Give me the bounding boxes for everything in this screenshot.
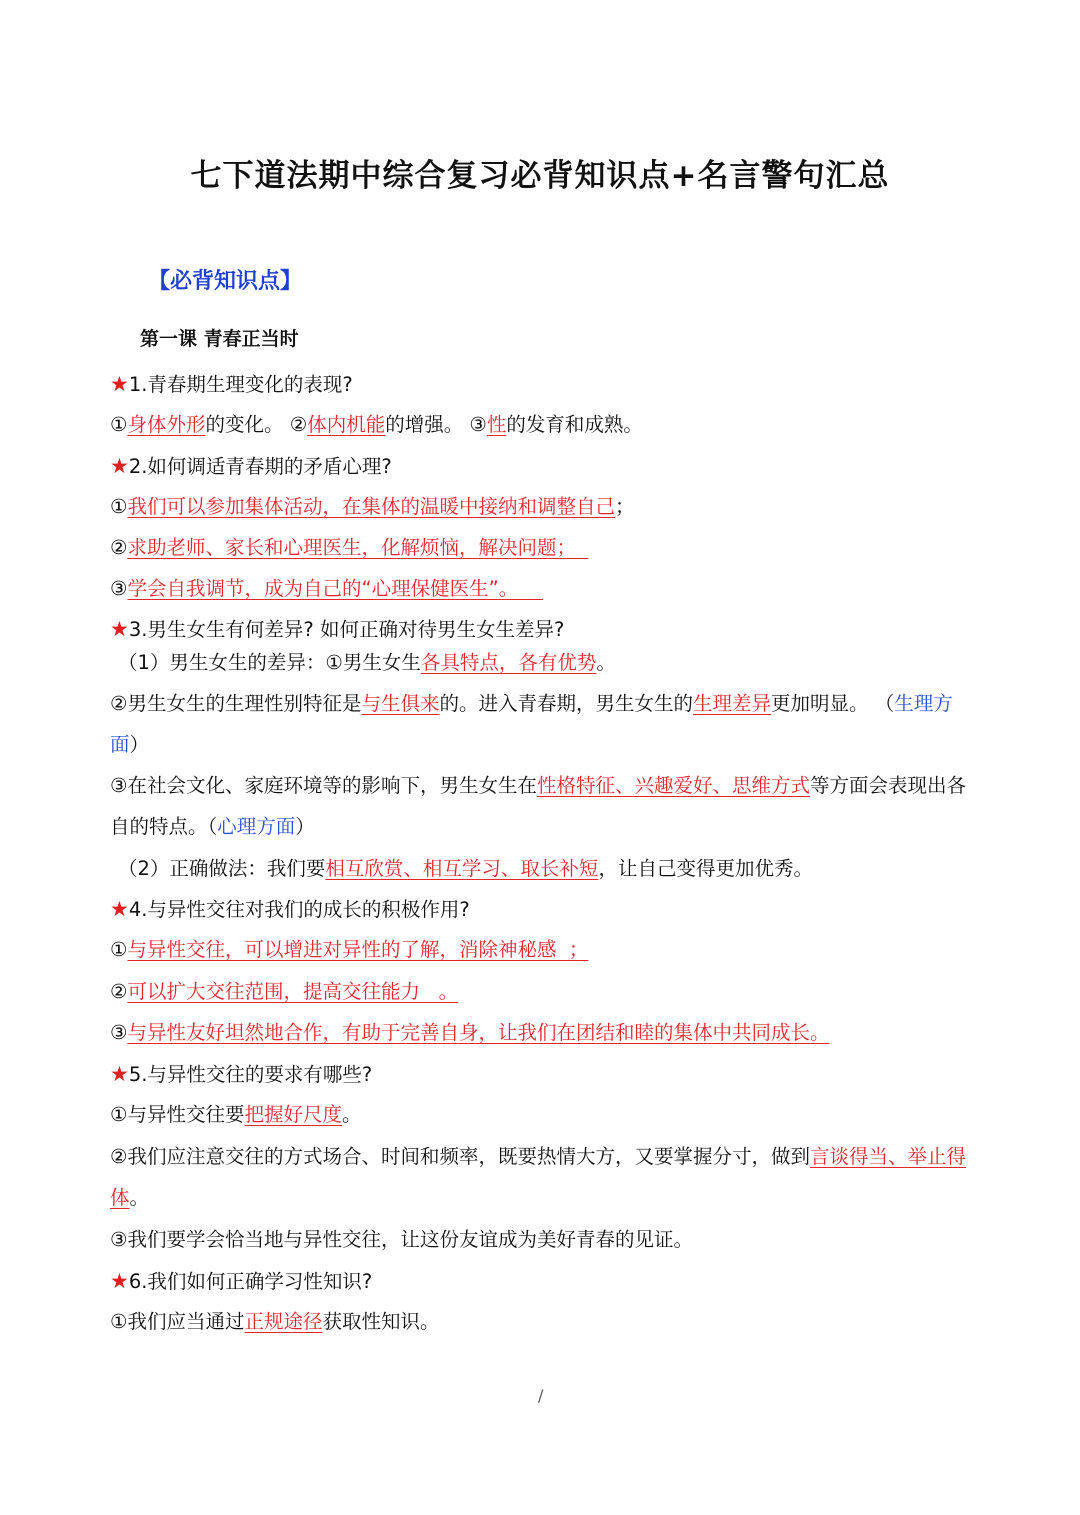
question-text: 2.如何调适青春期的矛盾心理? xyxy=(128,455,392,478)
answer-text: ① xyxy=(110,938,128,961)
key-point: 体内机能 xyxy=(307,413,386,436)
category-note: 生理方面 xyxy=(110,692,953,756)
answer-line xyxy=(110,1226,990,1254)
answer-line xyxy=(118,855,998,883)
question-text: 4.与异性交往对我们的成长的积极作用? xyxy=(128,898,470,921)
answer-text: ③ xyxy=(110,1021,128,1044)
answer-text: 的增强。 ③ xyxy=(385,413,487,436)
answer-text: 等方面会表现出各自的特点。（ xyxy=(110,774,967,838)
answer-text: ②男生女生的生理性别特征是 xyxy=(110,692,362,715)
question-1 xyxy=(110,370,990,399)
key-point: 相互欣赏、相互学习、取长补短 xyxy=(325,857,599,880)
question-2 xyxy=(110,452,990,481)
answer-line xyxy=(110,575,990,603)
answer-line xyxy=(110,1019,990,1047)
answer-line xyxy=(110,534,990,562)
key-point: 与异性交往，可以增进对异性的了解，消除神秘感 ； xyxy=(127,938,589,961)
key-point: 与生俱来 xyxy=(361,692,440,715)
key-point: 身体外形 xyxy=(127,413,206,436)
answer-text: 获取性知识。 xyxy=(322,1310,440,1333)
lesson-heading: 第一课 青春正当时 xyxy=(140,328,299,350)
answer-text: 。 xyxy=(596,651,616,674)
key-point: 正规途径 xyxy=(244,1310,323,1333)
question-6 xyxy=(110,1267,990,1296)
key-point: 性格特征、兴趣爱好、思维方式 xyxy=(536,774,810,797)
answer-line xyxy=(110,936,990,964)
star-icon: ★ xyxy=(110,1062,129,1086)
answer-line xyxy=(110,1101,990,1129)
answer-text: 。 xyxy=(342,1103,362,1126)
answer-text: ② xyxy=(110,980,128,1003)
key-point: 与异性友好坦然地合作，有助于完善自身，让我们在团结和睦的集体中共同成长。 xyxy=(127,1021,830,1044)
question-5 xyxy=(110,1060,990,1089)
key-point: 可以扩大交往范围，提高交往能力 。 xyxy=(127,980,459,1003)
key-point: 把握好尺度 xyxy=(244,1103,342,1126)
answer-text: ② xyxy=(110,536,128,559)
answer-text: ①我们应当通过 xyxy=(110,1310,245,1333)
answer-text: ① xyxy=(110,495,128,518)
answer-text: 的变化。 ② xyxy=(205,413,308,436)
answer-text: ； xyxy=(615,495,635,518)
answer-text: （2）正确做法：我们要 xyxy=(118,857,326,880)
star-icon: ★ xyxy=(110,617,129,641)
key-point: 学会自我调节，成为自己的“心理保健医生”。 xyxy=(127,577,543,600)
answer-text: 的。进入青春期，男生女生的 xyxy=(439,692,694,715)
key-point: 我们可以参加集体活动，在集体的温暖中接纳和调整自己 xyxy=(127,495,615,518)
star-icon: ★ xyxy=(110,897,129,921)
star-icon: ★ xyxy=(110,1269,129,1293)
answer-text: ，让自己变得更加优秀。 xyxy=(598,857,813,880)
question-3 xyxy=(110,615,990,644)
answer-line xyxy=(110,493,990,521)
answer-text: ① xyxy=(110,413,128,436)
answer-paragraph xyxy=(110,683,975,765)
question-text: 3.男生女生有何差异? 如何正确对待男生女生差异? xyxy=(128,618,565,641)
answer-text: ③ xyxy=(110,577,128,600)
answer-text: 。 xyxy=(129,1186,150,1209)
answer-text: ②我们应注意交往的方式场合、时间和频率，既要热情大方，又要掌握分寸，做到 xyxy=(110,1145,810,1168)
answer-text: ③我们要学会恰当地与异性交往，让这份友谊成为美好青春的见证。 xyxy=(110,1228,693,1251)
answer-line xyxy=(110,1308,990,1336)
category-note: 心理方面 xyxy=(217,815,296,838)
key-point: 性 xyxy=(486,413,507,436)
key-point: 言谈得当、举止得体 xyxy=(110,1145,966,1209)
question-text: 5.与异性交往的要求有哪些? xyxy=(128,1063,373,1086)
answer-text: ） xyxy=(295,815,315,838)
key-point: 生理差异 xyxy=(693,692,772,715)
section-heading: 【必背知识点】 xyxy=(148,269,303,294)
answer-line xyxy=(118,649,998,677)
answer-line xyxy=(110,978,990,1006)
key-point: 各具特点，各有优势 xyxy=(420,651,597,674)
answer-paragraph xyxy=(110,1136,975,1218)
answer-text: 的发育和成熟。 xyxy=(506,413,643,436)
star-icon: ★ xyxy=(110,372,129,396)
key-point: 求助老师、家长和心理医生，化解烦恼，解决问题； xyxy=(127,536,589,559)
question-text: 1.青春期生理变化的表现? xyxy=(128,373,353,396)
answer-text: ③在社会文化、家庭环境等的影响下，男生女生在 xyxy=(110,774,537,797)
star-icon: ★ xyxy=(110,454,129,478)
answer-text: （1）男生女生的差异：①男生女生 xyxy=(118,651,421,674)
answer-paragraph xyxy=(110,765,975,847)
question-4 xyxy=(110,895,990,924)
answer-line xyxy=(110,411,990,439)
answer-text: ） xyxy=(129,733,150,756)
answer-text: ①与异性交往要 xyxy=(110,1103,245,1126)
page-mark: / xyxy=(538,1386,544,1405)
answer-text: 更加明显。 （ xyxy=(771,692,895,715)
page-title: 七下道法期中综合复习必背知识点+名言警句汇总 xyxy=(190,158,890,194)
question-text: 6.我们如何正确学习性知识? xyxy=(128,1270,373,1293)
